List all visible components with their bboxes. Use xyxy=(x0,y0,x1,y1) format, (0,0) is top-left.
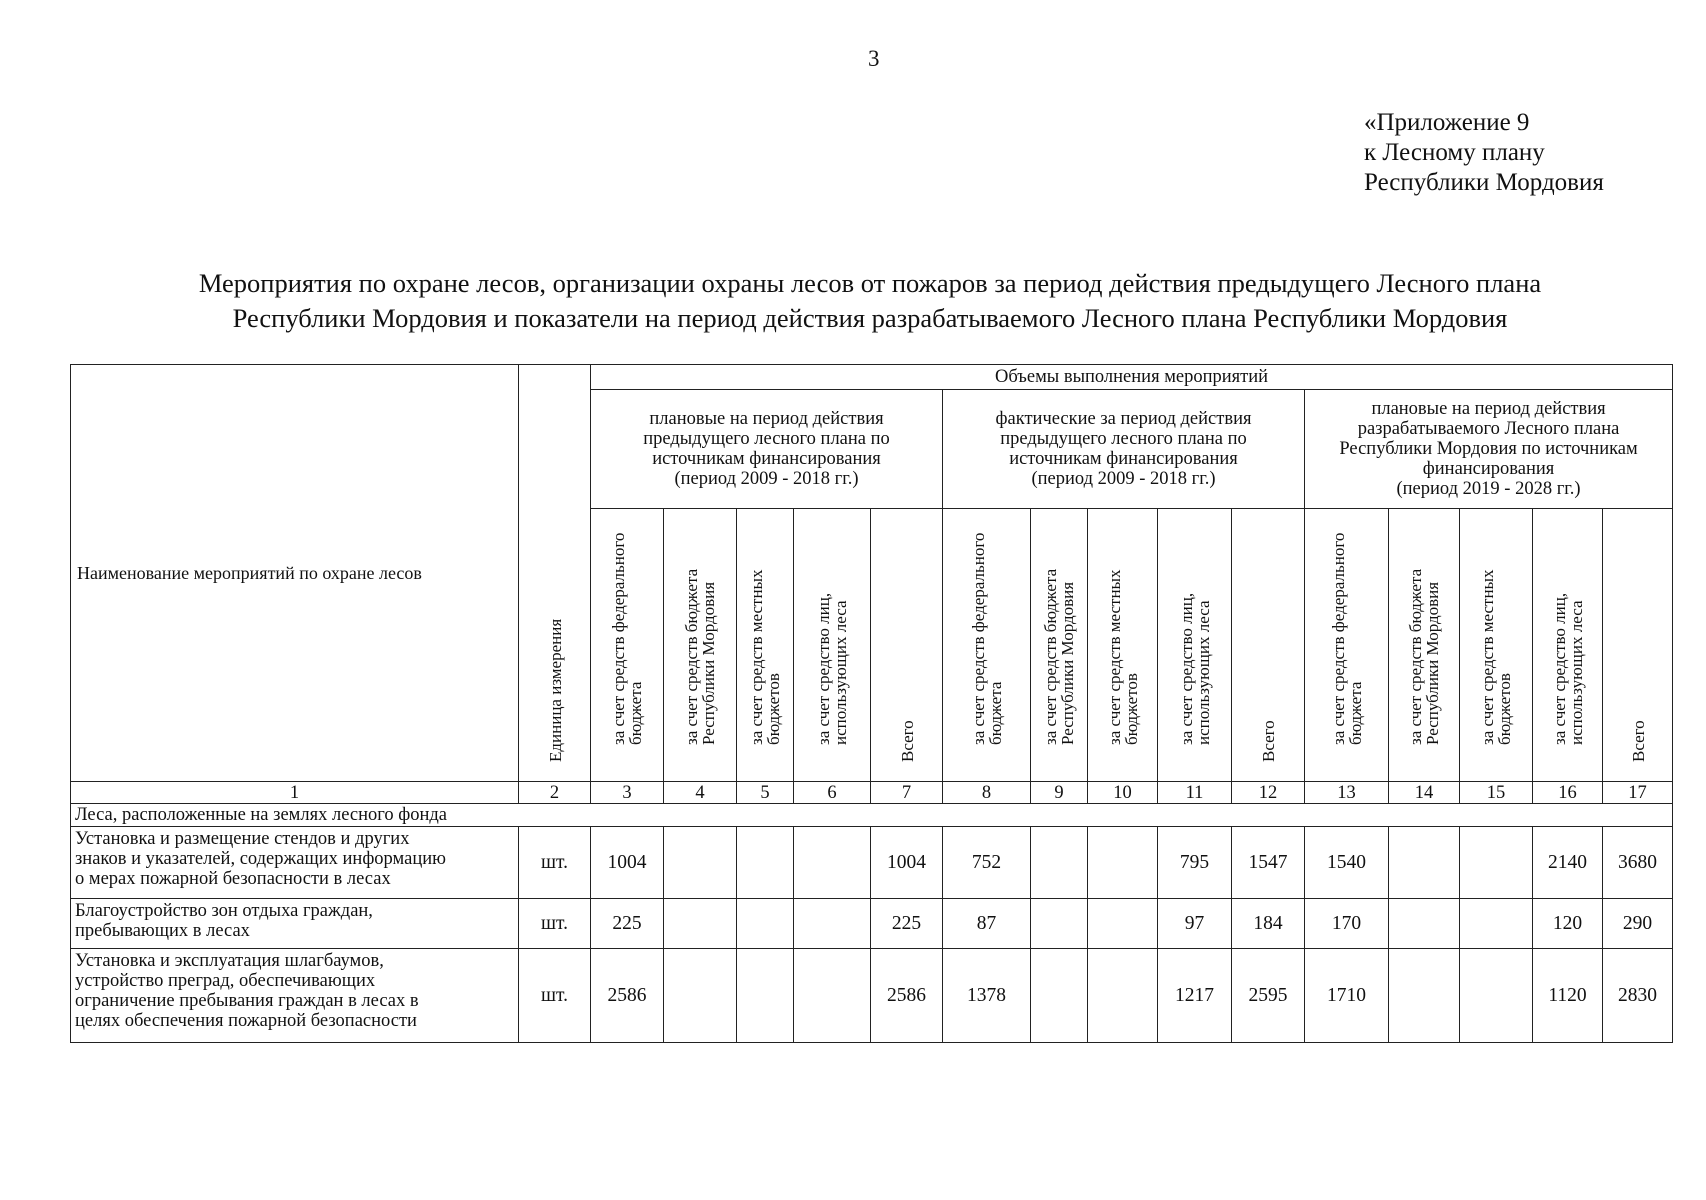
value-cell xyxy=(1389,949,1460,1043)
table-row xyxy=(71,949,1673,1043)
appendix-note xyxy=(1364,108,1604,198)
value-cell xyxy=(664,899,737,949)
activity-name-line: знаков и указателей, содержащих информацию xyxy=(75,849,446,869)
page-number: 3 xyxy=(868,46,880,71)
activity-name-line: пребывающих в лесах xyxy=(75,921,250,941)
activity-name-line: Установка и размещение стендов и других xyxy=(75,829,410,849)
value-cell xyxy=(1460,899,1533,949)
activity-name-line: о мерах пожарной безопасности в лесах xyxy=(75,869,391,889)
value-cell xyxy=(1088,899,1158,949)
header-group-planned-new: плановые на период действия разрабатываемого Лесного плана Республики Мордовия по источникам финансирования (период 2019 - 2028 гг.) xyxy=(1305,390,1673,509)
column-number: 4 xyxy=(664,782,737,804)
value-cell: 184 xyxy=(1232,899,1305,949)
value-cell xyxy=(794,827,871,899)
activity-name xyxy=(71,827,519,899)
activity-name xyxy=(71,899,519,949)
column-number: 15 xyxy=(1460,782,1533,804)
subheader-local: за счет средств местных бюджетов xyxy=(1460,509,1533,782)
subheader-federal: за счет средств федерального бюджета xyxy=(943,509,1031,782)
subheader-total: Всего xyxy=(871,509,943,782)
column-number: 17 xyxy=(1603,782,1673,804)
activity-name-line: целях обеспечения пожарной безопасности xyxy=(75,1011,417,1031)
subheader-forest-users: за счет средство лиц, использующих леса xyxy=(1158,509,1232,782)
subheader-regional: за счет средств бюджета Республики Мордовия xyxy=(1031,509,1088,782)
subheader-forest-users: за счет средство лиц, использующих леса xyxy=(1533,509,1603,782)
value-cell xyxy=(664,827,737,899)
value-cell xyxy=(737,899,794,949)
column-number: 1 xyxy=(71,782,519,804)
column-number: 8 xyxy=(943,782,1031,804)
activity-name xyxy=(71,949,519,1043)
unit-cell: шт. xyxy=(519,949,591,1043)
column-number: 16 xyxy=(1533,782,1603,804)
table-row xyxy=(71,899,1673,949)
value-cell xyxy=(737,949,794,1043)
subheader-total: Всего xyxy=(1603,509,1673,782)
subheader-total: Всего xyxy=(1232,509,1305,782)
column-number: 12 xyxy=(1232,782,1305,804)
subheader-local: за счет средств местных бюджетов xyxy=(737,509,794,782)
value-cell: 1120 xyxy=(1533,949,1603,1043)
column-number: 5 xyxy=(737,782,794,804)
section-label: Леса, расположенные на землях лесного фонда xyxy=(71,804,1673,827)
value-cell: 87 xyxy=(943,899,1031,949)
forest-protection-table xyxy=(70,364,1673,1043)
value-cell: 3680 xyxy=(1603,827,1673,899)
appendix-line: к Лесному плану xyxy=(1364,139,1545,166)
value-cell xyxy=(664,949,737,1043)
table-row xyxy=(71,827,1673,899)
value-cell xyxy=(1460,949,1533,1043)
title-line: Мероприятия по охране лесов, организации охраны лесов от пожаров за период действия предыдущего Лесного плана xyxy=(198,268,1542,298)
subheader-forest-users: за счет средство лиц, использующих леса xyxy=(794,509,871,782)
value-cell xyxy=(1389,899,1460,949)
subheader-local: за счет средств местных бюджетов xyxy=(1088,509,1158,782)
column-number: 11 xyxy=(1158,782,1232,804)
value-cell xyxy=(1088,827,1158,899)
column-number: 14 xyxy=(1389,782,1460,804)
value-cell xyxy=(1031,949,1088,1043)
value-cell: 225 xyxy=(591,899,664,949)
appendix-line: «Приложение 9 xyxy=(1364,109,1530,136)
subheader-regional: за счет средств бюджета Республики Мордовия xyxy=(1389,509,1460,782)
value-cell: 1004 xyxy=(871,827,943,899)
column-number: 6 xyxy=(794,782,871,804)
value-cell: 225 xyxy=(871,899,943,949)
activity-name-line: Установка и эксплуатация шлагбаумов, xyxy=(75,951,384,971)
value-cell: 2586 xyxy=(591,949,664,1043)
subheader-federal: за счет средств федерального бюджета xyxy=(1305,509,1389,782)
value-cell: 1378 xyxy=(943,949,1031,1043)
unit-cell: шт. xyxy=(519,827,591,899)
value-cell xyxy=(794,949,871,1043)
subheader-federal: за счет средств федерального бюджета xyxy=(591,509,664,782)
value-cell xyxy=(1031,827,1088,899)
value-cell: 2830 xyxy=(1603,949,1673,1043)
appendix-line: Республики Мордовия xyxy=(1364,169,1604,196)
value-cell xyxy=(1389,827,1460,899)
header-group-planned-previous: плановые на период действия предыдущего лесного плана по источникам финансирования (период 2009 - 2018 гг.) xyxy=(591,390,943,509)
column-number-row xyxy=(71,782,1673,804)
column-number: 10 xyxy=(1088,782,1158,804)
subheader-regional: за счет средств бюджета Республики Мордовия xyxy=(664,509,737,782)
value-cell: 97 xyxy=(1158,899,1232,949)
value-cell xyxy=(737,827,794,899)
value-cell xyxy=(1031,899,1088,949)
value-cell: 1004 xyxy=(591,827,664,899)
column-number: 3 xyxy=(591,782,664,804)
value-cell: 1710 xyxy=(1305,949,1389,1043)
value-cell: 2140 xyxy=(1533,827,1603,899)
value-cell: 2595 xyxy=(1232,949,1305,1043)
column-number: 9 xyxy=(1031,782,1088,804)
title-line: Республики Мордовия и показатели на период действия разрабатываемого Лесного плана Республики Мордовия xyxy=(232,303,1508,333)
value-cell: 2586 xyxy=(871,949,943,1043)
activity-name-line: Благоустройство зон отдыха граждан, xyxy=(75,901,373,921)
value-cell: 1217 xyxy=(1158,949,1232,1043)
value-cell: 1547 xyxy=(1232,827,1305,899)
document-title xyxy=(60,266,1680,336)
value-cell xyxy=(794,899,871,949)
value-cell: 795 xyxy=(1158,827,1232,899)
value-cell xyxy=(1460,827,1533,899)
value-cell xyxy=(1088,949,1158,1043)
header-activity-name: Наименование мероприятий по охране лесов xyxy=(71,365,519,782)
section-row xyxy=(71,804,1673,827)
header-group-actual-previous: фактические за период действия предыдущего лесного плана по источникам финансирования (период 2009 - 2018 гг.) xyxy=(943,390,1305,509)
value-cell: 120 xyxy=(1533,899,1603,949)
value-cell: 752 xyxy=(943,827,1031,899)
column-number: 13 xyxy=(1305,782,1389,804)
value-cell: 170 xyxy=(1305,899,1389,949)
column-number: 7 xyxy=(871,782,943,804)
activity-name-line: устройство преград, обеспечивающих xyxy=(75,971,376,991)
column-number: 2 xyxy=(519,782,591,804)
value-cell: 290 xyxy=(1603,899,1673,949)
header-volumes: Объемы выполнения мероприятий xyxy=(591,365,1673,390)
value-cell: 1540 xyxy=(1305,827,1389,899)
header-unit: Единица измерения xyxy=(519,365,591,782)
unit-cell: шт. xyxy=(519,899,591,949)
activity-name-line: ограничение пребывания граждан в лесах в xyxy=(75,991,419,1011)
